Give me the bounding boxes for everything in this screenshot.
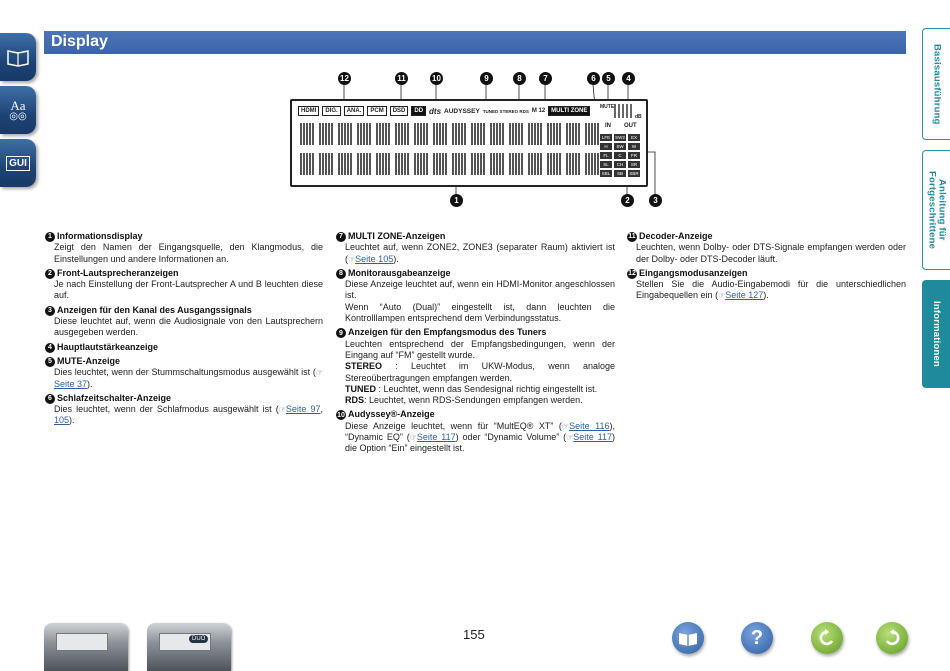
title-bar — [44, 31, 906, 54]
page-link[interactable]: Seite 37 — [54, 378, 88, 389]
help-icon: ? — [750, 626, 764, 649]
lcd-channel: SW — [614, 143, 626, 150]
lcd-db: dB — [635, 114, 642, 120]
item-body: Wenn “Auto (Dual)” eingestellt ist, dann leuchten die Kontrolllampen entsprechend dem Verbindungsstatus. — [345, 301, 615, 324]
item-body — [336, 384, 615, 395]
lcd-tag-dig: DIG. — [322, 106, 340, 116]
gui-icon: GUI — [6, 156, 30, 171]
lcd-out-label: OUT — [624, 123, 637, 129]
lcd-channel: LFE — [601, 135, 611, 140]
callout-1: 1 — [450, 194, 463, 207]
lcd-channel: SL — [600, 161, 612, 168]
list-item — [45, 231, 323, 265]
font-icon: Aa ◎◎ — [9, 97, 27, 122]
callout-2: 2 — [621, 194, 634, 207]
callout-3: 3 — [649, 194, 662, 207]
tab-basisausfuehrung[interactable] — [922, 28, 950, 140]
list-item — [336, 409, 615, 454]
lcd-tag-monitor: M 12 — [531, 108, 546, 114]
item-number: 7 — [336, 232, 346, 242]
item-text: : Leuchtet, wenn RDS-Sendungen empfangen werden. — [364, 395, 583, 406]
item-title: Hauptlautstärkeanzeige — [57, 341, 159, 352]
lcd-channel: SB — [614, 170, 626, 177]
lcd-tag-dsd: DSD — [390, 106, 409, 116]
item-number: 10 — [337, 411, 345, 419]
list-item — [627, 231, 906, 265]
item-label: STEREO — [345, 361, 383, 372]
item-text: Dies leuchtet, wenn der Schlafmodus ausgewählt ist ( — [54, 404, 279, 415]
tab-basisausfuehrung-label: Basisausführung — [931, 43, 943, 125]
item-number: 9 — [336, 328, 346, 338]
item-text: : Leuchtet im UKW-Modus, wenn analoge Stereoübertragungen empfangen werden. — [345, 361, 615, 383]
lcd-channel: SBR — [629, 171, 639, 176]
lcd-tag-dts: dts — [429, 106, 442, 116]
book-icon — [678, 630, 698, 646]
item-title: MUTE-Anzeige — [57, 355, 120, 366]
page-link[interactable]: Seite 97 — [285, 404, 321, 415]
lcd-tag-ana: ANA. — [344, 106, 365, 116]
item-body: Diese leuchtet auf, wenn die Audiosignale von den Lautsprechern ausgegeben werden. — [54, 316, 323, 338]
item-text: ) oder “Dynamic Volume” ( — [455, 432, 567, 443]
lcd-tag-pcm: PCM — [367, 106, 386, 116]
callout-8: 8 — [513, 72, 526, 85]
item-number: 6 — [45, 394, 55, 404]
lcd-channel: SBL — [601, 171, 611, 176]
item-title: Decoder-Anzeige — [639, 231, 713, 241]
lcd-channel: W — [628, 143, 640, 150]
remote-label: DUO — [189, 635, 208, 643]
list-item — [45, 305, 323, 339]
lcd-channel: SR — [628, 161, 640, 168]
lcd-volume-digits — [614, 104, 634, 118]
item-body — [336, 361, 615, 384]
tab-fortgeschrittene-label: Anleitung für Fortgeschrittene — [926, 170, 948, 250]
lcd-display — [290, 99, 648, 187]
item-title: Monitorausgabeanzeige — [348, 267, 451, 278]
list-item — [45, 268, 323, 302]
reference-icon: ☞ — [348, 254, 356, 264]
item-text: ). — [763, 290, 769, 301]
callout-5: 5 — [602, 72, 615, 85]
page-link[interactable]: Seite 117 — [573, 432, 612, 443]
page-link[interactable]: Seite 116 — [569, 420, 610, 431]
item-label: RDS — [345, 395, 365, 406]
item-body: Zeigt den Namen der Eingangsquelle, den Klangmodus, die Einstellungen und andere Informationen an. — [54, 242, 323, 264]
column-1 — [45, 231, 323, 430]
callout-10: 10 — [430, 72, 443, 85]
tab-informationen[interactable] — [922, 280, 950, 388]
tab-informationen-label: Informationen — [931, 301, 942, 367]
lcd-tag-dolby: DD — [411, 106, 426, 116]
back-button[interactable] — [811, 622, 843, 654]
item-body — [336, 395, 615, 406]
lcd-indicator-row — [298, 105, 590, 117]
list-item — [336, 268, 615, 324]
lcd-channel: H — [600, 143, 612, 150]
callout-6: 6 — [587, 72, 600, 85]
list-item — [627, 268, 906, 302]
callout-12: 12 — [338, 72, 351, 85]
lcd-channel: C — [614, 152, 626, 159]
list-item — [45, 393, 323, 427]
item-number: 12 — [628, 270, 636, 278]
item-title: Front-Lautsprecheranzeigen — [57, 267, 179, 278]
item-text: ). — [393, 253, 399, 264]
item-text: ), “Dynamic EQ” ( — [345, 420, 615, 443]
item-text: ). — [87, 378, 93, 389]
item-body: Leuchten, wenn Dolby- oder DTS-Signale empfangen werden oder der Dolby- oder DTS-Decoder läuft. — [636, 242, 906, 264]
side-nav-book-button[interactable] — [0, 33, 36, 81]
item-text: : Leuchtet, wenn das Sendesignal richtig eingestellt ist. — [376, 383, 598, 394]
item-body — [336, 421, 615, 455]
reference-icon: ☞ — [718, 291, 726, 301]
list-item — [45, 342, 323, 353]
item-text: Diese Anzeige leuchtet, wenn für “MultEQ® XT” ( — [345, 420, 562, 431]
book-nav-button[interactable] — [672, 622, 704, 654]
reference-icon: ☞ — [561, 421, 570, 431]
forward-icon — [882, 628, 902, 648]
lcd-channel: EX — [628, 134, 640, 141]
page-link[interactable]: Seite 105 — [355, 253, 394, 264]
item-number: 2 — [45, 269, 55, 279]
callout-11: 11 — [395, 72, 408, 85]
lcd-segments-row-1 — [300, 123, 599, 145]
callout-9: 9 — [480, 72, 493, 85]
item-text: , — [320, 404, 323, 415]
item-number: 8 — [336, 269, 346, 279]
item-text: ). — [69, 415, 75, 426]
help-button[interactable] — [741, 622, 773, 654]
item-title: Anzeigen für den Kanal des Ausgangssignals — [57, 304, 252, 315]
item-text: Dies leuchtet, wenn der Stummschaltungsmodus ausgewählt ist ( — [54, 367, 316, 378]
item-title: Anzeigen für den Empfangsmodus des Tuners — [348, 327, 547, 338]
reference-icon: ☞ — [566, 433, 574, 443]
lcd-segments-row-2 — [300, 153, 599, 175]
callout-4: 4 — [622, 72, 635, 85]
item-number: 5 — [45, 357, 55, 367]
item-body: Diese Anzeige leuchtet auf, wenn ein HDMI-Monitor angeschlossen ist. — [345, 279, 615, 301]
item-label: TUNED — [345, 383, 376, 394]
item-body — [336, 242, 615, 265]
lcd-tag-audyssey: AUDYSSEY — [444, 107, 480, 115]
item-body: Je nach Einstellung der Front-Lautsprecher A und B leuchten diese auf. — [54, 279, 323, 301]
font-icon-label: Aa — [10, 97, 26, 113]
list-item — [336, 231, 615, 265]
page-link[interactable]: Seite 127 — [725, 290, 764, 301]
item-body — [45, 367, 323, 390]
remote-control-button[interactable] — [147, 623, 231, 671]
list-item — [336, 327, 615, 406]
reference-icon: ☞ — [278, 405, 286, 415]
lcd-tag-tuner: TUNED STEREO RDS — [482, 108, 529, 114]
back-icon — [817, 628, 837, 648]
column-2 — [336, 231, 615, 458]
item-body: Leuchten entsprechend der Empfangsbedingungen, wenn der Eingang auf “FM” gestellt wurde. — [345, 338, 615, 360]
front-panel-button[interactable] — [44, 623, 128, 671]
page-link[interactable]: Seite 117 — [416, 432, 456, 443]
item-body — [627, 279, 906, 302]
page-number: 155 — [463, 627, 485, 642]
lcd-tag-hdmi: HDMI — [298, 106, 319, 116]
lcd-channel: FL — [600, 152, 612, 159]
front-panel-icon — [56, 633, 108, 651]
item-text: Stellen Sie die Audio-Eingabemodi für die unterschiedlichen Eingabequellen ein ( — [636, 279, 906, 301]
lcd-channel-grid — [600, 134, 642, 177]
item-title: Schlafzeitschalter-Anzeige — [57, 392, 172, 403]
tab-fortgeschrittene[interactable] — [922, 150, 950, 270]
item-text: Leuchtet auf, wenn ZONE2, ZONE3 (separater Raum) aktiviert ist ( — [345, 242, 615, 264]
item-title: MULTI ZONE-Anzeigen — [348, 231, 446, 241]
lcd-tag-multizone: MULTI ZONE — [548, 106, 590, 116]
item-number: 11 — [628, 233, 636, 241]
side-nav-gui-button[interactable] — [0, 139, 36, 187]
lcd-channel: CH — [614, 161, 626, 168]
item-body — [45, 404, 323, 427]
reference-icon: ☞ — [315, 368, 323, 378]
forward-button[interactable] — [876, 622, 908, 654]
item-title: Informationsdisplay — [57, 231, 143, 241]
side-nav-font-button[interactable] — [0, 86, 36, 134]
lcd-mute: MUTE — [600, 104, 615, 110]
lcd-channel: SW2 — [615, 135, 625, 140]
item-title: Eingangsmodusanzeigen — [639, 267, 748, 278]
list-item — [45, 356, 323, 390]
page-link[interactable]: 105 — [54, 415, 70, 426]
page-title: Display — [51, 33, 108, 50]
item-text: ) die Option “Ein” eingestellt ist. — [345, 432, 615, 454]
item-number: 4 — [45, 343, 55, 353]
item-number: 1 — [45, 232, 55, 242]
item-number: 3 — [45, 306, 55, 316]
item-title: Audyssey®-Anzeige — [348, 409, 435, 420]
column-3 — [627, 231, 906, 305]
callout-7: 7 — [539, 72, 552, 85]
lcd-in-label: IN — [605, 123, 611, 129]
lcd-channel: FR — [628, 152, 640, 159]
reference-icon: ☞ — [409, 433, 417, 443]
book-icon — [6, 47, 30, 67]
